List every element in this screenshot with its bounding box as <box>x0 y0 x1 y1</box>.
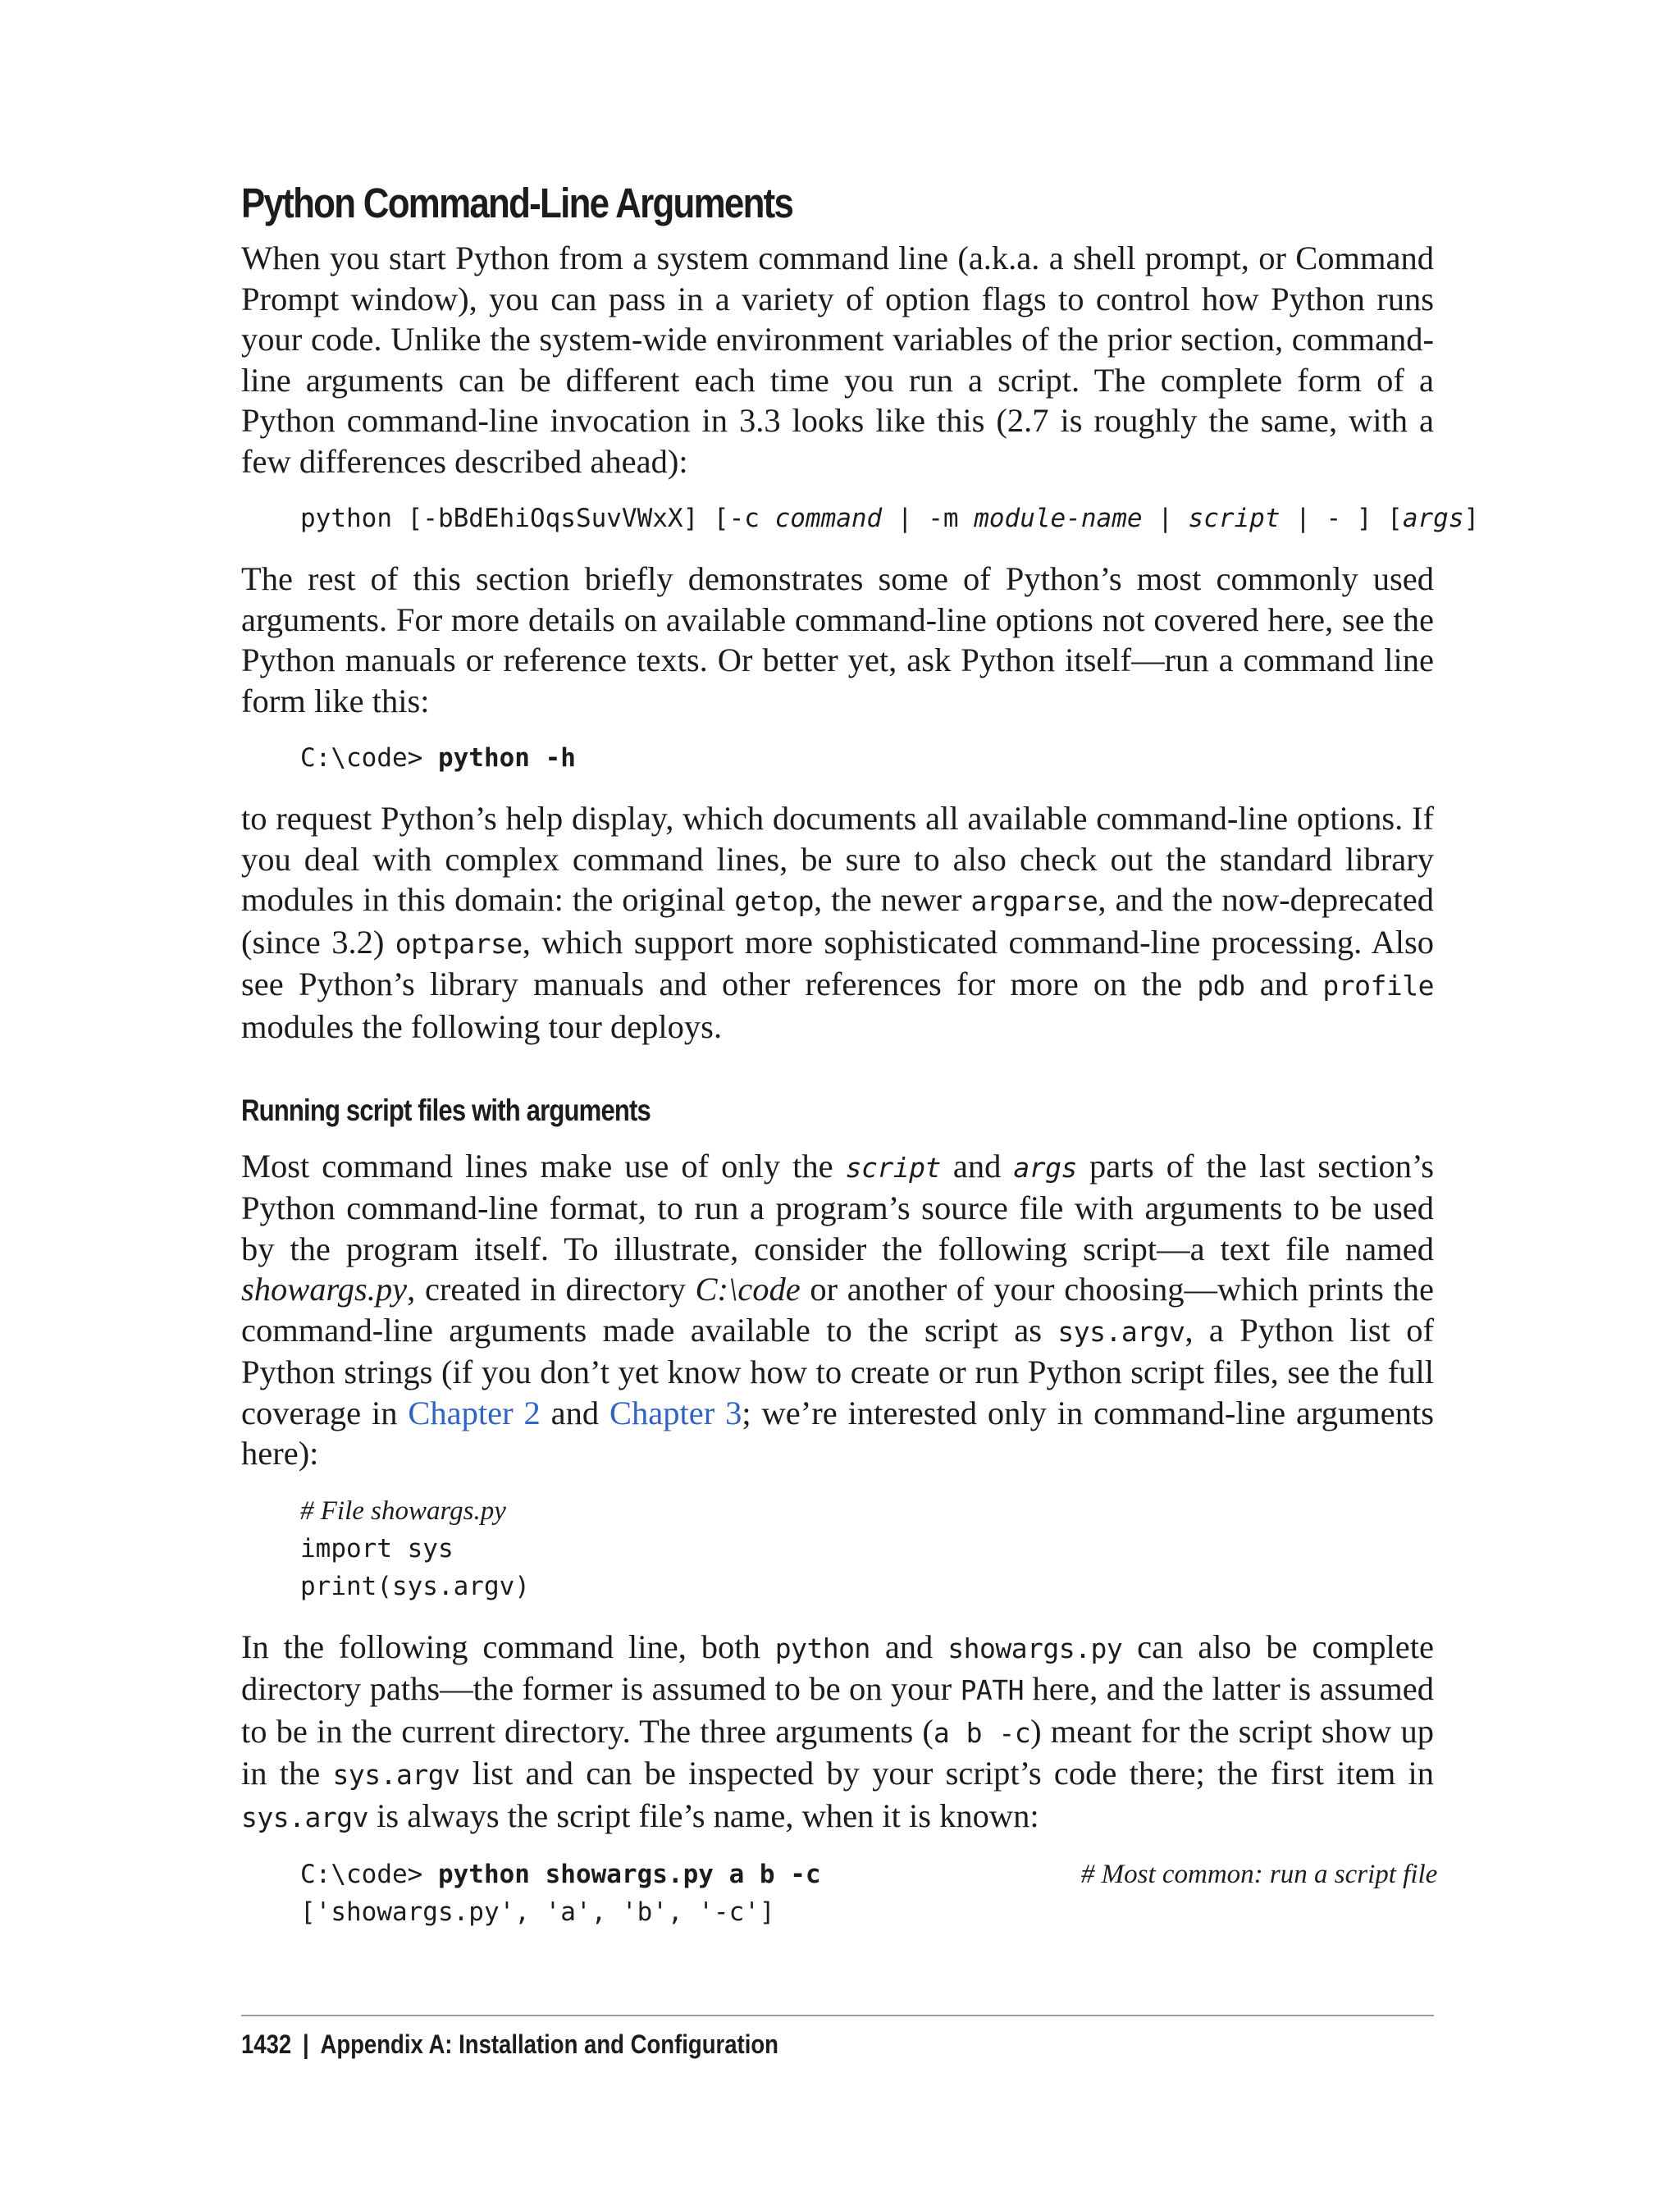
page-footer <box>241 2029 778 2060</box>
footer-chapter: Appendix A: Installation and Configuration <box>320 2029 778 2059</box>
paragraph-command-line: In the following command line, both python and showargs.py can also be complete directory paths—the former is assumed to be on your PATH here, and the latter is assumed to be in the current directory. The three arguments (a b -c) meant for the script show up in the sys.argv list and can be inspected by your script’s code there; the first item in sys.argv is always the script file’s name, when it is known: <box>241 1628 1435 1834</box>
chapter-2-link[interactable]: Chapter 2 <box>408 1394 541 1431</box>
subsection-title: Running script files with arguments <box>241 1093 651 1128</box>
help-command-block: C:\code> python -h <box>300 743 576 774</box>
chapter-3-link[interactable]: Chapter 3 <box>609 1394 742 1431</box>
code-block-showargs: # File showargs.py import sys print(sys.argv) <box>300 1495 530 1601</box>
code-block-run: C:\code> python showargs.py a b -c # Most common: run a script file ['showargs.py', 'a', 'b', '-c'] <box>300 1860 1438 1928</box>
syntax-block: python [-bBdEhiOqsSuvVWxX] [-c command | -m module-name | script | - ] [args] <box>300 504 1480 534</box>
page-content <box>241 180 1480 1952</box>
paragraph-rest: The rest of this section briefly demonstrates some of Python’s most commonly used arguments. For more details on available command-line options not covered here, see the Python manuals or reference texts. Or better yet, ask Python itself—run a command line form like this: <box>241 560 1434 719</box>
page-number: 1432 <box>241 2029 292 2059</box>
footer-divider <box>241 2015 1434 2016</box>
section-title: Python Command-Line Arguments <box>241 180 793 226</box>
footer-separator: | <box>302 2029 309 2059</box>
paragraph-intro: When you start Python from a system command line (a.k.a. a shell prompt, or Command Prompt window), you can pass in a variety of option flags to control how Python runs your code. Unlike the system-wide environment variables of the prior section, command-line arguments can be different each time you run a script. The complete form of a Python command-line invocation in 3.3 looks like this (2.7 is roughly the same, with a few differences described ahead): <box>241 240 1434 480</box>
paragraph-running-scripts: Most command lines make use of only the script and args parts of the last section’s Python command-line format, to run a program’s source file with arguments to be used by the program itself. To illustrate, consider the following script—a text file named showargs.py, created in directory C:\code or another of your choosing—which prints the command-line arguments made available to the script as sys.argv, a Python list of Python strings (if you don’t yet know how to create or run Python script files, see the full coverage in Chapter 2 and Chapter 3; we’re interested only in command-line arguments here): <box>241 1147 1434 1472</box>
paragraph-help: to request Python’s help display, which documents all available command-line options. If you deal with complex command lines, be sure to also check out the standard library modules in this domain: the original getop, the newer argparse, and the now-deprecated (since 3.2) optparse, which support more sophisticated command-line processing. Also see Python’s library manuals and other references for more on the pdb and profile modules the following tour deploys. <box>241 800 1434 1045</box>
